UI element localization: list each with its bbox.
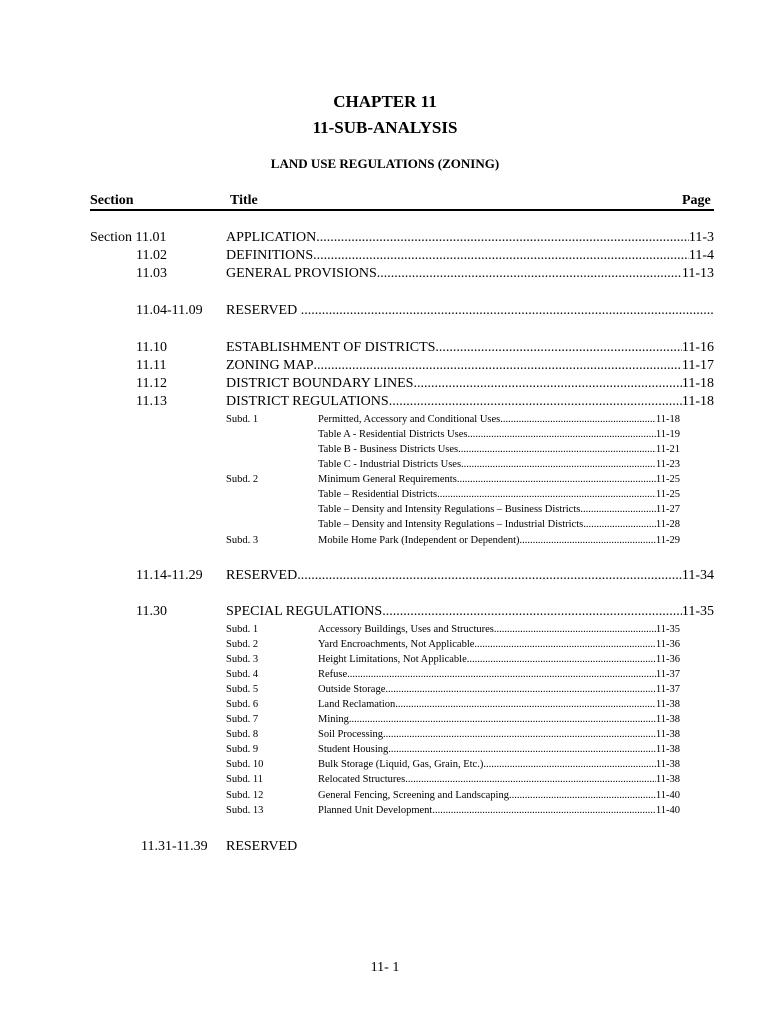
- subdivision-entry: [318, 517, 680, 532]
- subdivision-entry: [318, 757, 680, 772]
- section-number: 11.03: [136, 266, 167, 281]
- subdivision-entry: [318, 442, 680, 457]
- subdivision-page: 11-28: [655, 519, 680, 530]
- subdivision-title: Planned Unit Development: [318, 805, 433, 816]
- toc-title: GENERAL PROVISIONS: [226, 266, 377, 281]
- subdivision-entry: [318, 622, 680, 637]
- subdivision-page: 11-36: [655, 654, 680, 665]
- subdivision-label: Subd. 2: [226, 639, 259, 650]
- subdivision-title: Table – Residential Districts: [318, 489, 438, 500]
- subdivision-page: 11-29: [655, 535, 680, 546]
- section-number: 11.04-11.09: [136, 303, 203, 318]
- subdivision-title: Mining: [318, 714, 349, 725]
- subdivision-page: 11-38: [655, 744, 680, 755]
- subdivision-entry: [318, 637, 680, 652]
- subdivision-entry: [318, 427, 680, 442]
- toc-page: 11-35: [681, 604, 714, 619]
- toc-entry: [226, 247, 714, 265]
- subdivision-entry: [318, 742, 680, 757]
- subdivision-page: 11-40: [655, 790, 680, 801]
- subdivision-entry: [318, 533, 680, 548]
- toc-page: 11-4: [688, 248, 714, 263]
- subdivision-page: 11-37: [655, 684, 680, 695]
- section-number: 11.14-11.29: [136, 568, 203, 583]
- subdivision-title: Table C - Industrial Districts Uses: [318, 459, 462, 470]
- toc-page: 11-34: [681, 568, 714, 583]
- section-number: Section 11.01: [90, 230, 167, 245]
- toc-title: DEFINITIONS: [226, 248, 314, 263]
- subdivision-title: Student Housing: [318, 744, 389, 755]
- toc-title: ZONING MAP: [226, 358, 314, 373]
- subdivision-title: Height Limitations, Not Applicable: [318, 654, 467, 665]
- toc-title: SPECIAL REGULATIONS: [226, 604, 383, 619]
- subdivision-page: 11-19: [655, 429, 680, 440]
- toc-entry: [226, 302, 714, 320]
- subdivision-title: General Fencing, Screening and Landscaping: [318, 790, 509, 801]
- subdivision-page: 11-27: [655, 504, 680, 515]
- chapter-subtitle: 11-SUB-ANALYSIS: [312, 118, 458, 137]
- toc-page: 11-18: [681, 376, 714, 391]
- subdivision-page: 11-38: [655, 759, 680, 770]
- toc-title: RESERVED: [226, 568, 298, 583]
- toc-title: ESTABLISHMENT OF DISTRICTS: [226, 340, 436, 355]
- subdivision-title: Table – Density and Intensity Regulations – Business Districts: [318, 504, 581, 515]
- subdivision-label: Subd. 6: [226, 699, 259, 710]
- subdivision-title: Mobile Home Park (Independent or Dependent): [318, 535, 520, 546]
- subdivision-entry: [318, 502, 680, 517]
- subdivision-title: Table B - Business Districts Uses: [318, 444, 459, 455]
- subdivision-entry: [318, 472, 680, 487]
- toc-page: 11-18: [681, 394, 714, 409]
- subdivision-entry: [318, 788, 680, 803]
- subdivision-entry: [318, 412, 680, 427]
- subdivision-title: Refuse: [318, 669, 348, 680]
- subdivision-label: Subd. 13: [226, 805, 264, 816]
- subdivision-entry: [318, 652, 680, 667]
- subdivision-title: Relocated Structures: [318, 774, 406, 785]
- subdivision-label: Subd. 2: [226, 474, 259, 485]
- toc-page: 11-13: [681, 266, 714, 281]
- section-number: 11.30: [136, 604, 167, 619]
- subdivision-page: 11-36: [655, 639, 680, 650]
- subdivision-label: Subd. 3: [226, 654, 259, 665]
- toc-page: 11-16: [681, 340, 714, 355]
- subdivision-label: Subd. 1: [226, 414, 259, 425]
- toc-entry: [226, 357, 714, 375]
- subdivision-label: Subd. 12: [226, 790, 264, 801]
- section-number: 11.11: [136, 358, 167, 373]
- subdivision-page: 11-40: [655, 805, 680, 816]
- subdivision-page: 11-25: [655, 489, 680, 500]
- subdivision-label: Subd. 11: [226, 774, 263, 785]
- subdivision-entry: [318, 697, 680, 712]
- subdivision-title: Soil Processing: [318, 729, 384, 740]
- toc-entry: [226, 375, 714, 393]
- subdivision-title: Bulk Storage (Liquid, Gas, Grain, Etc.): [318, 759, 484, 770]
- toc-page: 11-3: [688, 230, 714, 245]
- section-number: 11.13: [136, 394, 167, 409]
- subdivision-title: Table – Density and Intensity Regulations – Industrial Districts: [318, 519, 584, 530]
- subdivision-page: 11-38: [655, 714, 680, 725]
- document-heading: LAND USE REGULATIONS (ZONING): [270, 156, 500, 171]
- subdivision-label: Subd. 8: [226, 729, 259, 740]
- subdivision-title: Outside Storage: [318, 684, 386, 695]
- toc-title: RESERVED: [226, 303, 298, 318]
- subdivision-title: Yard Encroachments, Not Applicable: [318, 639, 475, 650]
- subdivision-title: Land Reclamation: [318, 699, 396, 710]
- subdivision-title: Accessory Buildings, Uses and Structures: [318, 624, 494, 635]
- section-number: 11.10: [136, 340, 167, 355]
- header-rule: [90, 209, 714, 211]
- toc-page: 11-17: [681, 358, 714, 373]
- subdivision-label: Subd. 10: [226, 759, 264, 770]
- subdivision-label: Subd. 3: [226, 535, 259, 546]
- subdivision-page: 11-38: [655, 699, 680, 710]
- subdivision-entry: [318, 712, 680, 727]
- subdivision-entry: [318, 772, 680, 787]
- subdivision-title: Table A - Residential Districts Uses: [318, 429, 468, 440]
- subdivision-label: Subd. 5: [226, 684, 259, 695]
- toc-entry: [226, 567, 714, 585]
- chapter-title: CHAPTER 11: [333, 92, 437, 111]
- subdivision-entry: [318, 667, 680, 682]
- subdivision-page: 11-18: [655, 414, 680, 425]
- subdivision-entry: [318, 727, 680, 742]
- section-number: 11.31-11.39: [141, 839, 208, 854]
- subdivision-page: 11-23: [655, 459, 680, 470]
- column-header-title: Title: [230, 193, 258, 208]
- toc-entry: [226, 229, 714, 247]
- column-header-section: Section: [90, 193, 134, 208]
- subdivision-title: Minimum General Requirements: [318, 474, 457, 485]
- subdivision-page: 11-38: [655, 774, 680, 785]
- toc-title: APPLICATION: [226, 230, 317, 245]
- subdivision-label: Subd. 4: [226, 669, 259, 680]
- subdivision-title: Permitted, Accessory and Conditional Uses: [318, 414, 501, 425]
- subdivision-label: Subd. 7: [226, 714, 259, 725]
- toc-entry: [226, 265, 714, 283]
- subdivision-page: 11-37: [655, 669, 680, 680]
- subdivision-page: 11-21: [655, 444, 680, 455]
- section-number: 11.02: [136, 248, 167, 263]
- toc-entry: [226, 603, 714, 621]
- toc-entry: [226, 393, 714, 411]
- toc-title: RESERVED: [226, 839, 298, 854]
- toc-entry: [226, 339, 714, 357]
- subdivision-label: Subd. 9: [226, 744, 259, 755]
- toc-title: DISTRICT REGULATIONS: [226, 394, 389, 409]
- subdivision-entry: [318, 457, 680, 472]
- subdivision-entry: [318, 682, 680, 697]
- subdivision-entry: [318, 803, 680, 818]
- subdivision-entry: [318, 487, 680, 502]
- subdivision-label: Subd. 1: [226, 624, 259, 635]
- page-number: 11- 1: [370, 960, 400, 975]
- section-number: 11.12: [136, 376, 167, 391]
- subdivision-page: 11-25: [655, 474, 680, 485]
- toc-title: DISTRICT BOUNDARY LINES: [226, 376, 414, 391]
- column-header-page: Page: [682, 193, 711, 208]
- subdivision-page: 11-38: [655, 729, 680, 740]
- subdivision-page: 11-35: [655, 624, 680, 635]
